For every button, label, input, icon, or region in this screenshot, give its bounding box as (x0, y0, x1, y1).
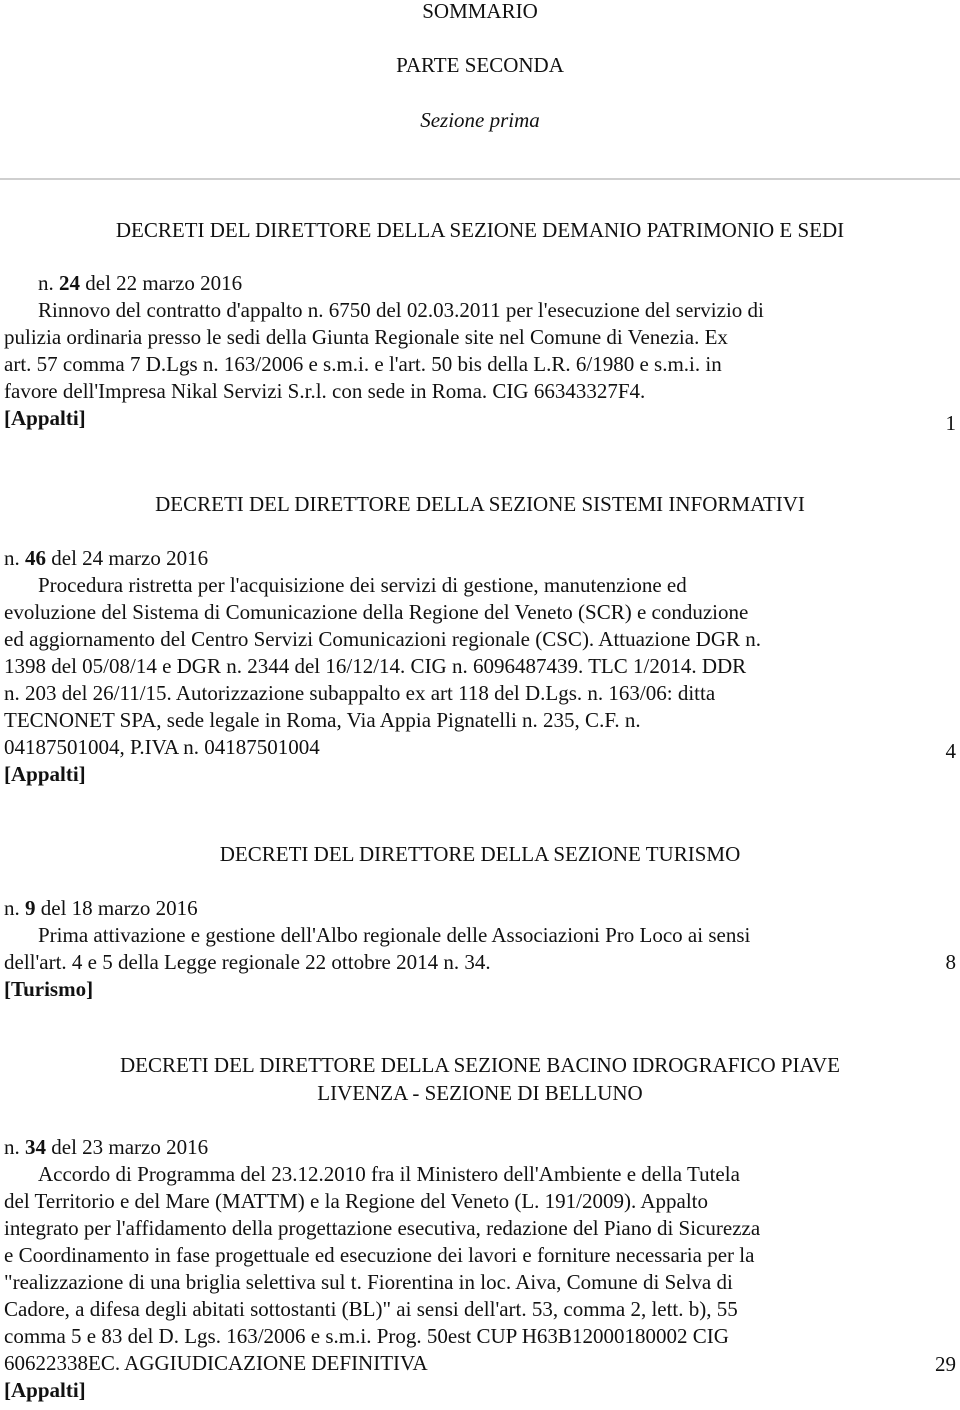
toc-entry-24[interactable] (4, 270, 874, 432)
entry-text-line: TECNONET SPA, sede legale in Roma, Via Appia Pignatelli n. 235, C.F. n. (4, 708, 641, 732)
category-tag: [Appalti] (4, 1378, 86, 1402)
entry-number-line: n. 34 del 23 marzo 2016 (4, 1135, 209, 1159)
part-title: PARTE SECONDA (396, 53, 564, 77)
entry-text-line: Procedura ristretta per l'acquisizione dei servizi di gestione, manutenzione ed (38, 573, 687, 597)
entry-text-line: 04187501004, P.IVA n. 04187501004 (4, 735, 320, 759)
entry-text-line: comma 5 e 83 del D. Lgs. 163/2006 e s.m.i. Prog. 50est CUP H63B12000180002 CIG (4, 1324, 729, 1348)
entry-text-line: favore dell'Impresa Nikal Servizi S.r.l. con sede in Roma. CIG 66343327F4. (4, 379, 646, 403)
page-number: 8 (945, 950, 956, 974)
entry-text-line: dell'art. 4 e 5 della Legge regionale 22 ottobre 2014 n. 34. (4, 950, 491, 974)
section-heading-sistemi-informativi: DECRETI DEL DIRETTORE DELLA SEZIONE SISTEMI INFORMATIVI (155, 492, 805, 516)
page-number: 4 (945, 739, 956, 763)
entry-text-line: "realizzazione di una briglia selettiva sul t. Fiorentina in loc. Aiva, Comune di Selva di (4, 1270, 733, 1294)
entry-text-line: Accordo di Programma del 23.12.2010 fra il Ministero dell'Ambiente e della Tutela (38, 1162, 740, 1186)
entry-text-line: e Coordinamento in fase progettuale ed esecuzione dei lavori e forniture necessaria per la (4, 1243, 755, 1267)
toc-entry-34[interactable] (4, 1134, 874, 1404)
entry-text-line: integrato per l'affidamento della progettazione esecutiva, redazione del Piano di Sicurezza (4, 1216, 761, 1240)
entry-number-line: n. 9 del 18 marzo 2016 (4, 896, 198, 920)
document-title: SOMMARIO (422, 0, 538, 23)
entry-text-line: del Territorio e del Mare (MATTM) e la Regione del Veneto (L. 191/2009). Appalto (4, 1189, 708, 1213)
entry-text-line: 1398 del 05/08/14 e DGR n. 2344 del 16/12/14. CIG n. 6096487439. TLC 1/2014. DDR (4, 654, 747, 678)
entry-text-line: art. 57 comma 7 D.Lgs n. 163/2006 e s.m.i. e l'art. 50 bis della L.R. 6/1980 e s.m.i. in (4, 352, 722, 376)
header-divider (0, 178, 960, 180)
entry-text-line: Cadore, a difesa degli abitati sottostanti (BL)" ai sensi dell'art. 53, comma 2, lett. b), 55 (4, 1297, 738, 1321)
entry-text-line: ed aggiornamento del Centro Servizi Comunicazioni regionale (CSC). Attuazione DGR n. (4, 627, 761, 651)
entry-text-line: n. 203 del 26/11/15. Autorizzazione subappalto ex art 118 del D.Lgs. n. 163/06: ditta (4, 681, 716, 705)
category-tag: [Turismo] (4, 977, 94, 1001)
toc-entry-46[interactable] (4, 545, 874, 788)
category-tag: [Appalti] (4, 406, 86, 430)
section-heading-turismo: DECRETI DEL DIRETTORE DELLA SEZIONE TURISMO (219, 842, 741, 866)
section-heading-bacino-piave-line2: LIVENZA - SEZIONE DI BELLUNO (317, 1081, 643, 1105)
category-tag: [Appalti] (4, 762, 86, 786)
entry-text-line: evoluzione del Sistema di Comunicazione della Regione del Veneto (SCR) e conduzione (4, 600, 749, 624)
entry-text-line: Prima attivazione e gestione dell'Albo regionale delle Associazioni Pro Loco ai sensi (38, 923, 751, 947)
entry-text-line: 60622338EC. AGGIUDICAZIONE DEFINITIVA (4, 1351, 428, 1375)
page-number: 29 (935, 1352, 956, 1376)
entry-number-line: n. 46 del 24 marzo 2016 (4, 546, 209, 570)
page-number: 1 (945, 411, 956, 435)
entry-text-line: Rinnovo del contratto d'appalto n. 6750 del 02.03.2011 per l'esecuzione del servizio di (38, 298, 764, 322)
section-subtitle: Sezione prima (420, 108, 540, 132)
section-heading-demanio: DECRETI DEL DIRETTORE DELLA SEZIONE DEMANIO PATRIMONIO E SEDI (115, 218, 845, 242)
toc-entry-9[interactable] (4, 895, 874, 1003)
entry-text-line: pulizia ordinaria presso le sedi della Giunta Regionale site nel Comune di Venezia. Ex (4, 325, 728, 349)
section-heading-bacino-piave: DECRETI DEL DIRETTORE DELLA SEZIONE BACINO IDROGRAFICO PIAVE (120, 1053, 840, 1077)
entry-number-line: n. 24 del 22 marzo 2016 (38, 271, 243, 295)
